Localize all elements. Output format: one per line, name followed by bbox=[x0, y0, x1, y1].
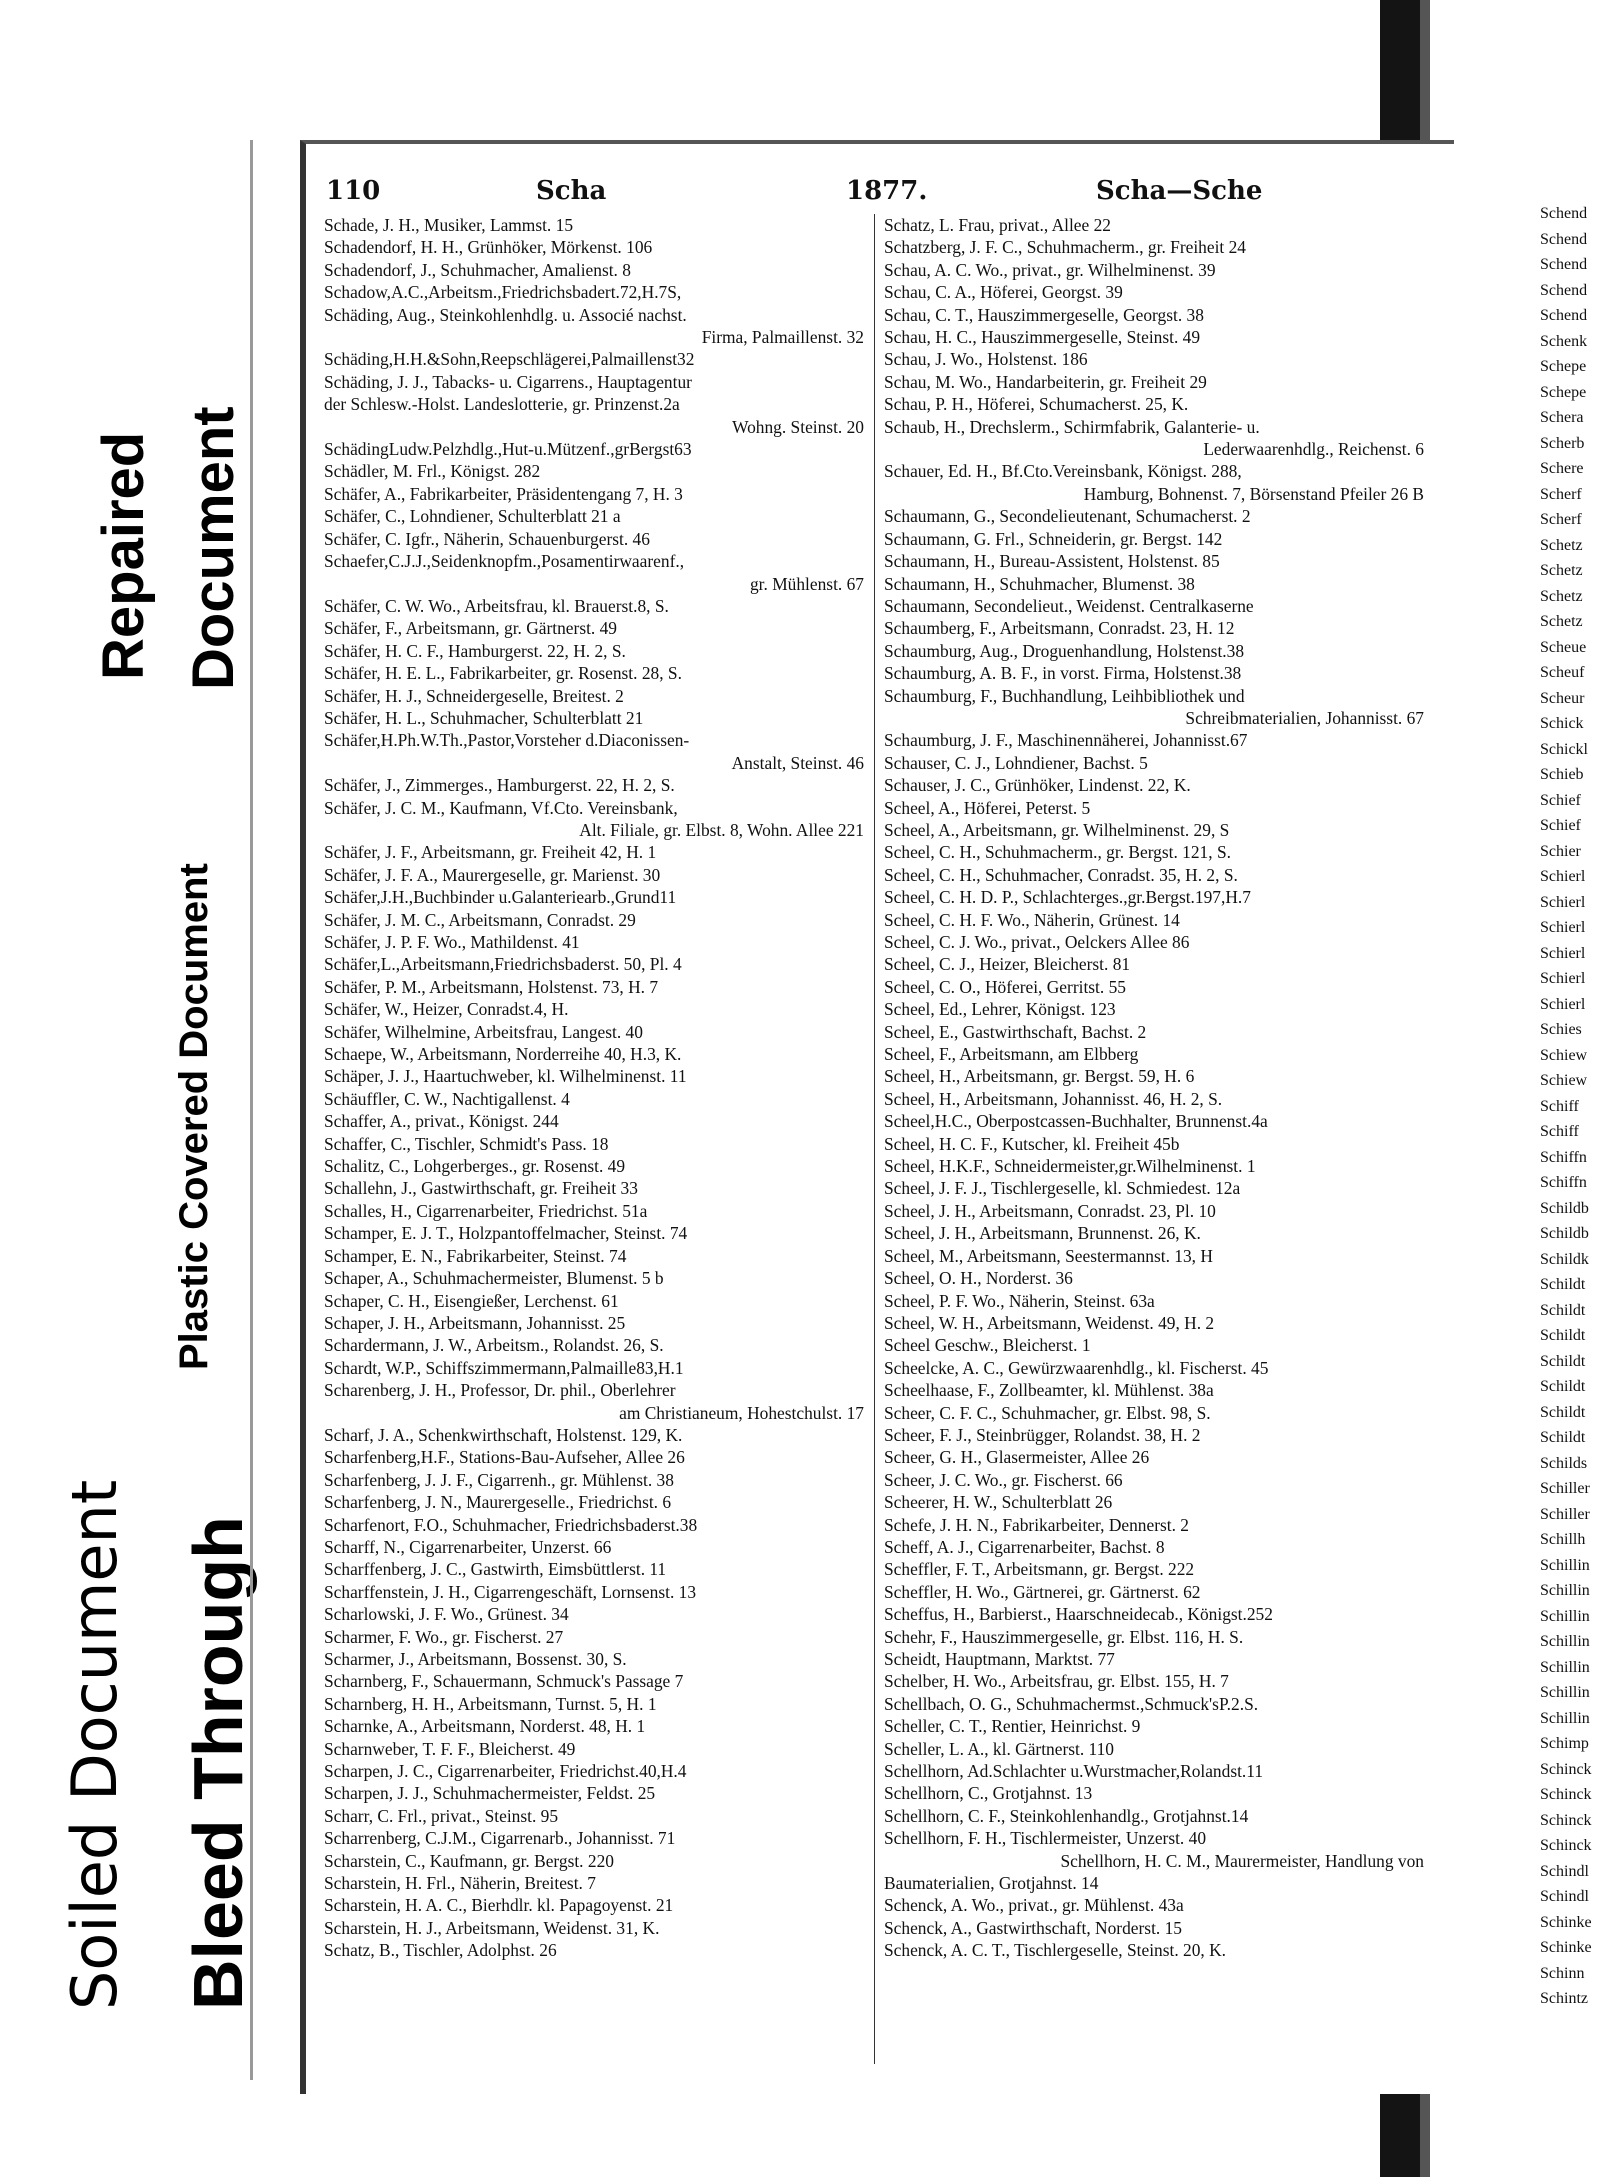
fragment-entry: Schiller bbox=[1540, 1480, 1590, 1497]
directory-entry: Schardt, W.P., Schiffszimmermann,Palmaille83,H.1 bbox=[324, 1357, 684, 1378]
right-column bbox=[884, 214, 1424, 1962]
fragment-entry: Schildt bbox=[1540, 1429, 1586, 1446]
directory-entry: Schaumburg, Aug., Droguenhandlung, Holstenst.38 bbox=[884, 640, 1245, 661]
left-column bbox=[324, 214, 864, 1962]
directory-entry: Schäfer, W., Heizer, Conradst.4, H. bbox=[324, 999, 569, 1020]
directory-entry: Schäfer, H. E. L., Fabrikarbeiter, gr. Rosenst. 28, S. bbox=[324, 663, 682, 684]
directory-entry: Scharff, N., Cigarrenarbeiter, Unzerst. 66 bbox=[324, 1536, 612, 1557]
directory-entry: Schäfer, F., Arbeitsmann, gr. Gärtnerst. 49 bbox=[324, 618, 618, 639]
directory-entry: Schadow,A.C.,Arbeitsm.,Friedrichsbadert.72,H.7S, bbox=[324, 282, 682, 303]
directory-entry: Scheer, J. C. Wo., gr. Fischerst. 66 bbox=[884, 1469, 1123, 1490]
fragment-entry: Schieb bbox=[1540, 766, 1584, 783]
fragment-entry: Schere bbox=[1540, 460, 1584, 477]
directory-entry: Schallehn, J., Gastwirthschaft, gr. Freiheit 33 bbox=[324, 1178, 638, 1199]
header-right-keyword: Scha—Sche bbox=[1096, 176, 1263, 206]
directory-entry: Scheel, C. O., Höferei, Gerritst. 55 bbox=[884, 976, 1126, 997]
directory-entry: Schau, M. Wo., Handarbeiterin, gr. Freiheit 29 bbox=[884, 371, 1207, 392]
directory-entry: Scheel,H.C., Oberpostcassen-Buchhalter, Brunnenst.4a bbox=[884, 1111, 1268, 1132]
directory-entry: Schaumann, Secondelieut., Weidenst. Centralkaserne bbox=[884, 595, 1254, 616]
fragment-entry: Schinke bbox=[1540, 1939, 1592, 1956]
directory-entry: Schaumburg, J. F., Maschinennäherei, Johannisst.67 bbox=[884, 730, 1248, 751]
directory-entry: Schenck, A., Gastwirthschaft, Norderst. 15 bbox=[884, 1917, 1182, 1938]
directory-entry: Scheffler, F. T., Arbeitsmann, gr. Bergst. 222 bbox=[884, 1559, 1195, 1580]
directory-entry: Scheffus, H., Barbierst., Haarschneidecab., Königst.252 bbox=[884, 1604, 1273, 1625]
directory-entry: Scheel, H., Arbeitsmann, Johannisst. 46, H. 2, S. bbox=[884, 1088, 1223, 1109]
directory-entry: Scharstein, H. J., Arbeitsmann, Weidenst. 31, K. bbox=[324, 1917, 660, 1938]
fragment-entry: Schiff bbox=[1540, 1123, 1579, 1140]
fragment-entry: Schies bbox=[1540, 1021, 1582, 1038]
directory-entry: Schreibmaterialien, Johannisst. 67 bbox=[1185, 707, 1424, 728]
directory-entry: Scheel, A., Höferei, Peterst. 5 bbox=[884, 797, 1091, 818]
directory-entry: Schaumburg, A. B. F., in vorst. Firma, Holstenst.38 bbox=[884, 663, 1242, 684]
directory-entry: Hamburg, Bohnenst. 7, Börsenstand Pfeiler 26 B bbox=[1083, 483, 1424, 504]
fragment-entry: Schickl bbox=[1540, 740, 1588, 758]
directory-entry: Scheller, C. T., Rentier, Heinrichst. 9 bbox=[884, 1716, 1141, 1737]
fragment-entry: Schildk bbox=[1540, 1250, 1589, 1268]
stamp-soiled: Soiled Document bbox=[58, 1479, 131, 2010]
directory-entry: Scharfenberg, J. N., Maurergeselle., Friedrichst. 6 bbox=[324, 1492, 672, 1513]
directory-entry: Scheer, F. J., Steinbrügger, Rolandst. 38, H. 2 bbox=[884, 1424, 1201, 1445]
directory-entry: Schau, C. T., Hauszimmergeselle, Georgst. 38 bbox=[884, 304, 1204, 325]
directory-entry: Schäfer, J. C. M., Kaufmann, Vf.Cto. Vereinsbank, bbox=[324, 797, 678, 818]
directory-entry: Schäfer, Wilhelmine, Arbeitsfrau, Langest. 40 bbox=[324, 1021, 643, 1042]
fragment-entry: Schiffn bbox=[1540, 1174, 1587, 1191]
directory-entry: Schellhorn, F. H., Tischlermeister, Unzerst. 40 bbox=[884, 1828, 1207, 1849]
fragment-entry: Scherf bbox=[1540, 485, 1582, 503]
directory-entry: Scharfenberg,H.F., Stations-Bau-Aufseher, Allee 26 bbox=[324, 1447, 685, 1468]
fragment-entry: Schildb bbox=[1540, 1225, 1589, 1242]
fragment-entry: Schildt bbox=[1540, 1352, 1586, 1370]
fragment-entry: Schillin bbox=[1540, 1658, 1590, 1676]
directory-entry: Scheelcke, A. C., Gewürzwaarenhdlg., kl. Fischerst. 45 bbox=[884, 1357, 1269, 1378]
directory-entry: Schaepe, W., Arbeitsmann, Norderreihe 40, H.3, K. bbox=[324, 1044, 682, 1065]
directory-entry: Scheel, H. C. F., Kutscher, kl. Freiheit 45b bbox=[884, 1133, 1180, 1154]
directory-page bbox=[300, 140, 1454, 2094]
directory-entry: Schatz, L. Frau, privat., Allee 22 bbox=[884, 215, 1111, 235]
fragment-entry: Scheue bbox=[1540, 638, 1587, 656]
fragment-entry: Schinke bbox=[1540, 1913, 1592, 1931]
directory-entry: Anstalt, Steinst. 46 bbox=[731, 752, 864, 773]
directory-entry: Schaumann, G., Secondelieutenant, Schumacherst. 2 bbox=[884, 506, 1251, 527]
directory-entry: Schauser, C. J., Lohndiener, Bachst. 5 bbox=[884, 752, 1148, 773]
fragment-entry: Schintz bbox=[1540, 1990, 1588, 2007]
directory-entry: SchädingLudw.Pelzhdlg.,Hut-u.Mützenf.,grBergst63 bbox=[324, 439, 692, 460]
fragment-entry: Schildb bbox=[1540, 1199, 1589, 1217]
directory-entry: Scheelhaase, F., Zollbeamter, kl. Mühlenst. 38a bbox=[884, 1380, 1214, 1401]
directory-entry: Scheel, F., Arbeitsmann, am Elbberg bbox=[884, 1044, 1139, 1065]
fragment-entry: Schetz bbox=[1540, 536, 1583, 554]
fragment-entry: Schetz bbox=[1540, 587, 1583, 605]
fragment-entry: Schinck bbox=[1540, 1760, 1592, 1778]
directory-entry: Scheel, W. H., Arbeitsmann, Weidenst. 49, H. 2 bbox=[884, 1312, 1215, 1333]
directory-entry: Schadendorf, H. H., Grünhöker, Mörkenst. 106 bbox=[324, 237, 653, 258]
directory-entry: Schäfer, J. F., Arbeitsmann, gr. Freiheit 42, H. 1 bbox=[324, 842, 657, 863]
directory-entry: Schaumann, G. Frl., Schneiderin, gr. Bergst. 142 bbox=[884, 528, 1223, 549]
directory-entry: Schaper, A., Schuhmachermeister, Blumenst. 5 b bbox=[324, 1268, 664, 1289]
directory-entry: Scheidt, Hauptmann, Marktst. 77 bbox=[884, 1649, 1115, 1669]
fragment-entry: Schepe bbox=[1540, 358, 1587, 375]
fragment-entry: Schinck bbox=[1540, 1837, 1592, 1854]
directory-entry: Schaub, H., Drechslerm., Schirmfabrik, Galanterie- u. bbox=[884, 416, 1260, 437]
directory-entry: Schaumann, H., Schuhmacher, Blumenst. 38 bbox=[884, 573, 1195, 594]
directory-entry: Schefe, J. H. N., Fabrikarbeiter, Dennerst. 2 bbox=[884, 1514, 1189, 1535]
fragment-entry: Schindl bbox=[1540, 1862, 1589, 1880]
directory-entry: Schellhorn, Ad.Schlachter u.Wurstmacher,Rolandst.11 bbox=[884, 1761, 1264, 1782]
directory-entry: Schäper, J. J., Haartuchweber, kl. Wilhelminenst. 11 bbox=[324, 1066, 687, 1087]
directory-entry: Schäfer, H. C. F., Hamburgerst. 22, H. 2, S. bbox=[324, 640, 626, 661]
directory-entry: Scharpen, J. C., Cigarrenarbeiter, Friedrichst.40,H.4 bbox=[324, 1761, 687, 1782]
directory-entry: Scharfenort, F.O., Schuhmacher, Friedrichsbaderst.38 bbox=[324, 1514, 698, 1535]
fragment-entry: Schillin bbox=[1540, 1556, 1590, 1574]
directory-entry: Scheel, A., Arbeitsmann, gr. Wilhelminenst. 29, S bbox=[884, 819, 1230, 840]
directory-entry: Schäuffler, C. W., Nachtigallenst. 4 bbox=[324, 1088, 570, 1109]
fragment-entry: Schera bbox=[1540, 409, 1584, 426]
fragment-entry: Schiew bbox=[1540, 1072, 1588, 1089]
page-year: 1877. bbox=[846, 176, 928, 206]
stamp-document: Document bbox=[181, 406, 246, 690]
directory-entry: Scharnberg, F., Schauermann, Schmuck's Passage 7 bbox=[324, 1671, 684, 1692]
directory-entry: Schauser, J. C., Grünhöker, Lindenst. 22, K. bbox=[884, 775, 1191, 796]
stamp-bleed-through: Bleed Through bbox=[179, 1516, 257, 2010]
fragment-entry: Schetz bbox=[1540, 562, 1583, 579]
fragment-entry: Schillin bbox=[1540, 1709, 1590, 1727]
directory-entry: Scheff, A. J., Cigarrenarbeiter, Bachst. 8 bbox=[884, 1536, 1165, 1557]
directory-entry: Schäfer, J. F. A., Maurergeselle, gr. Marienst. 30 bbox=[324, 864, 661, 885]
directory-entry: Schau, P. H., Höferei, Schumacherst. 25, K. bbox=[884, 394, 1189, 415]
directory-entry: Scheel, E., Gastwirthschaft, Bachst. 2 bbox=[884, 1021, 1147, 1042]
fragment-entry: Scherb bbox=[1540, 434, 1585, 452]
directory-entry: Schäfer, H. J., Schneidergeselle, Breitest. 2 bbox=[324, 685, 624, 706]
fragment-entry: Schildt bbox=[1540, 1301, 1586, 1319]
directory-entry: Schäfer,H.Ph.W.Th.,Pastor,Vorsteher d.Diaconissen- bbox=[324, 730, 690, 751]
directory-entry: Scharstein, C., Kaufmann, gr. Bergst. 220 bbox=[324, 1850, 614, 1871]
directory-entry: Schardermann, J. W., Arbeitsm., Rolandst. 26, S. bbox=[324, 1335, 664, 1356]
directory-entry: Schäding, J. J., Tabacks- u. Cigarrens., Hauptagentur bbox=[324, 371, 692, 392]
directory-entry: Lederwaarenhdlg., Reichenst. 6 bbox=[1203, 439, 1424, 460]
directory-entry: Firma, Palmaillenst. 32 bbox=[701, 327, 864, 348]
fragment-entry: Schillin bbox=[1540, 1582, 1590, 1599]
directory-entry: Schäfer,J.H.,Buchbinder u.Galanteriearb.,Grund11 bbox=[324, 887, 677, 908]
directory-entry: Scharnke, A., Arbeitsmann, Norderst. 48, H. 1 bbox=[324, 1716, 646, 1737]
directory-entry: Schadendorf, J., Schuhmacher, Amalienst. 8 bbox=[324, 259, 631, 280]
directory-entry: Scheel Geschw., Bleicherst. 1 bbox=[884, 1335, 1091, 1356]
fragment-entry: Schick bbox=[1540, 715, 1584, 732]
directory-entry: Scharstein, H. Frl., Näherin, Breitest. 7 bbox=[324, 1873, 596, 1894]
fragment-entry: Schiffn bbox=[1540, 1148, 1587, 1166]
fragment-entry: Schillin bbox=[1540, 1607, 1590, 1625]
directory-entry: Schellbach, O. G., Schuhmachermst.,Schmuck'sP.2.S. bbox=[884, 1693, 1259, 1714]
directory-entry: Scheerer, H. W., Schulterblatt 26 bbox=[884, 1492, 1113, 1513]
directory-entry: Scharrenberg, C.J.M., Cigarrenarb., Johannisst. 71 bbox=[324, 1828, 676, 1849]
fragment-entry: Schief bbox=[1540, 817, 1581, 834]
fragment-entry: Schend bbox=[1540, 256, 1588, 273]
fragment-entry: Schierl bbox=[1540, 970, 1586, 987]
fragment-entry: Schierl bbox=[1540, 868, 1586, 885]
directory-entry: Scheer, G. H., Glasermeister, Allee 26 bbox=[884, 1447, 1150, 1468]
fragment-entry: Schilds bbox=[1540, 1454, 1588, 1472]
directory-entry: Schäding,H.H.&Sohn,Reepschlägerei,Palmaillenst32 bbox=[324, 349, 695, 370]
stamp-repaired: Repaired bbox=[91, 431, 156, 680]
directory-entry: Schamper, E. N., Fabrikarbeiter, Steinst. 74 bbox=[324, 1245, 627, 1266]
fragment-entry: Schend bbox=[1540, 281, 1588, 299]
fragment-entry: Scheuf bbox=[1540, 664, 1585, 681]
directory-entry: der Schlesw.-Holst. Landeslotterie, gr. Prinzenst.2a bbox=[324, 394, 680, 415]
fragment-entry: Schierl bbox=[1540, 893, 1586, 911]
directory-entry: Scharpen, J. J., Schuhmachermeister, Feldst. 25 bbox=[324, 1783, 656, 1804]
fragment-entry: Schillin bbox=[1540, 1633, 1590, 1650]
directory-entry: Scheel, Ed., Lehrer, Königst. 123 bbox=[884, 999, 1116, 1020]
directory-entry: Scharf, J. A., Schenkwirthschaft, Holstenst. 129, K. bbox=[324, 1424, 683, 1445]
directory-entry: Scheller, L. A., kl. Gärtnerst. 110 bbox=[884, 1738, 1115, 1759]
directory-entry: Schaper, C. H., Eisengießer, Lerchenst. 61 bbox=[324, 1290, 619, 1311]
directory-entry: Scharffenberg, J. C., Gastwirth, Eimsbüttlerst. 11 bbox=[324, 1559, 667, 1580]
directory-entry: Scheel, C. J. Wo., privat., Oelckers Allee 86 bbox=[884, 932, 1190, 952]
directory-entry: Schäfer, C. Igfr., Näherin, Schauenburgerst. 46 bbox=[324, 528, 650, 549]
directory-entry: am Christianeum, Hohestchulst. 17 bbox=[619, 1402, 864, 1423]
stamp-plastic-covered: Plastic Covered Document bbox=[172, 863, 216, 1370]
stamp-area bbox=[0, 0, 290, 2177]
directory-entry: Scharnberg, H. H., Arbeitsmann, Turnst. 5, H. 1 bbox=[324, 1693, 657, 1714]
fragment-entry: Schildt bbox=[1540, 1276, 1586, 1293]
directory-entry: Schäfer, J., Zimmerges., Hamburgerst. 22, H. 2, S. bbox=[324, 775, 675, 796]
directory-entry: Schaumburg, F., Buchhandlung, Leihbibliothek und bbox=[884, 685, 1245, 706]
header-left-keyword: Scha bbox=[536, 176, 607, 206]
page-number: 110 bbox=[326, 176, 381, 206]
directory-entry: Schaffer, A., privat., Königst. 244 bbox=[324, 1111, 559, 1132]
fragment-entry: Schierl bbox=[1540, 995, 1586, 1013]
directory-entry: Schau, C. A., Höferei, Georgst. 39 bbox=[884, 282, 1123, 303]
directory-entry: Scheel, J. F. J., Tischlergeselle, kl. Schmiedest. 12a bbox=[884, 1178, 1241, 1199]
directory-entry: Schalitz, C., Lohgerberges., gr. Rosenst. 49 bbox=[324, 1156, 626, 1177]
directory-entry: Schäfer, C., Lohndiener, Schulterblatt 21 a bbox=[324, 506, 621, 527]
fragment-entry: Schildt bbox=[1540, 1327, 1586, 1344]
fragment-entry: Schillin bbox=[1540, 1684, 1590, 1701]
fragment-entry: Schief bbox=[1540, 791, 1581, 809]
directory-entry: Scheel, O. H., Norderst. 36 bbox=[884, 1268, 1073, 1289]
directory-entry: Schaffer, C., Tischler, Schmidt's Pass. 18 bbox=[324, 1133, 609, 1154]
fragment-entry: Schiff bbox=[1540, 1097, 1579, 1115]
directory-entry: Schäfer, A., Fabrikarbeiter, Präsidentengang 7, H. 3 bbox=[324, 483, 683, 504]
fragment-entry: Schildt bbox=[1540, 1403, 1586, 1421]
directory-entry: gr. Mühlenst. 67 bbox=[749, 573, 864, 594]
directory-entry: Alt. Filiale, gr. Elbst. 8, Wohn. Allee 221 bbox=[579, 819, 864, 840]
directory-entry: Wohng. Steinst. 20 bbox=[732, 416, 864, 437]
directory-entry: Scheel, P. F. Wo., Näherin, Steinst. 63a bbox=[884, 1290, 1155, 1311]
directory-entry: Schäfer, J. P. F. Wo., Mathildenst. 41 bbox=[324, 932, 580, 952]
directory-entry: Scheer, C. F. C., Schuhmacher, gr. Elbst. 98, S. bbox=[884, 1402, 1211, 1423]
directory-entry: Schatz, B., Tischler, Adolphst. 26 bbox=[324, 1940, 557, 1961]
directory-entry: Schellhorn, C. F., Steinkohlenhandlg., Grotjahnst.14 bbox=[884, 1805, 1249, 1826]
directory-entry: Schädler, M. Frl., Königst. 282 bbox=[324, 461, 541, 482]
directory-entry: Scharstein, H. A. C., Bierhdlr. kl. Papagoyenst. 21 bbox=[324, 1895, 674, 1916]
directory-entry: Scheel, C. H. F. Wo., Näherin, Grünest. 14 bbox=[884, 909, 1180, 930]
directory-entry: Scharfenberg, J. J. F., Cigarrenh., gr. Mühlenst. 38 bbox=[324, 1469, 674, 1490]
directory-entry: Schäfer, H. L., Schuhmacher, Schulterblatt 21 bbox=[324, 707, 644, 728]
directory-entry: Scheel, H., Arbeitsmann, gr. Bergst. 59, H. 6 bbox=[884, 1066, 1195, 1087]
directory-entry: Baumaterialien, Grotjahnst. 14 bbox=[884, 1873, 1099, 1894]
fragment-entry: Schinck bbox=[1540, 1811, 1592, 1829]
fragment-entry: Schimp bbox=[1540, 1735, 1589, 1752]
fragment-entry: Schierl bbox=[1540, 919, 1586, 936]
directory-entry: Schäfer,L.,Arbeitsmann,Friedrichsbaderst. 50, Pl. 4 bbox=[324, 954, 682, 975]
fragment-entry: Scheur bbox=[1540, 689, 1585, 707]
directory-entry: Schehr, F., Hauszimmergeselle, gr. Elbst. 116, H. S. bbox=[884, 1626, 1244, 1647]
directory-entry: Schäfer, C. W. Wo., Arbeitsfrau, kl. Brauerst.8, S. bbox=[324, 595, 669, 616]
fragment-entry: Schend bbox=[1540, 307, 1588, 324]
fragment-entry: Schend bbox=[1540, 205, 1588, 222]
fragment-entry: Schillh bbox=[1540, 1531, 1586, 1548]
directory-entry: Schenck, A. Wo., privat., gr. Mühlenst. 43a bbox=[884, 1895, 1184, 1916]
directory-entry: Scheffler, H. Wo., Gärtnerei, gr. Gärtnerst. 62 bbox=[884, 1581, 1201, 1602]
directory-entry: Schäfer, J. M. C., Arbeitsmann, Conradst. 29 bbox=[324, 909, 636, 930]
fragment-entry: Schier bbox=[1540, 842, 1581, 860]
directory-entry: Schalles, H., Cigarrenarbeiter, Friedrichst. 51a bbox=[324, 1200, 648, 1221]
directory-entry: Scheel, C. H. D. P., Schlachterges.,gr.Bergst.197,H.7 bbox=[884, 887, 1251, 908]
page-header bbox=[326, 176, 1426, 210]
directory-entry: Scheel, J. H., Arbeitsmann, Conradst. 23, Pl. 10 bbox=[884, 1200, 1216, 1221]
directory-entry: Scharffenstein, J. H., Cigarrengeschäft, Lornsenst. 13 bbox=[324, 1581, 697, 1602]
fragment-entry: Scherf bbox=[1540, 511, 1582, 528]
directory-entry: Schäding, Aug., Steinkohlenhdlg. u. Associé nachst. bbox=[324, 304, 687, 325]
fragment-entry: Schend bbox=[1540, 230, 1588, 248]
stamp-divider bbox=[250, 140, 253, 2080]
fragment-entry: Schinck bbox=[1540, 1786, 1592, 1803]
directory-entry: Scheel, J. H., Arbeitsmann, Brunnenst. 26, K. bbox=[884, 1223, 1201, 1244]
directory-entry: Schaper, J. H., Arbeitsmann, Johannisst. 25 bbox=[324, 1312, 626, 1333]
directory-entry: Schaumberg, F., Arbeitsmann, Conradst. 23, H. 12 bbox=[884, 618, 1235, 639]
directory-entry: Schenck, A. C. T., Tischlergeselle, Steinst. 20, K. bbox=[884, 1940, 1227, 1961]
directory-entry: Schelber, H. Wo., Arbeitsfrau, gr. Elbst. 155, H. 7 bbox=[884, 1671, 1229, 1692]
directory-entry: Scharmer, F. Wo., gr. Fischerst. 27 bbox=[324, 1626, 564, 1647]
directory-entry: Scharenberg, J. H., Professor, Dr. phil., Oberlehrer bbox=[324, 1380, 676, 1401]
directory-entry: Schau, H. C., Hauszimmergeselle, Steinst. 49 bbox=[884, 327, 1201, 348]
directory-entry: Schade, J. H., Musiker, Lammst. 15 bbox=[324, 215, 574, 235]
directory-entry: Scharmer, J., Arbeitsmann, Bossenst. 30, S. bbox=[324, 1649, 627, 1669]
directory-entry: Schamper, E. J. T., Holzpantoffelmacher, Steinst. 74 bbox=[324, 1223, 688, 1244]
directory-entry: Scharnweber, T. F. F., Bleicherst. 49 bbox=[324, 1738, 576, 1759]
fragment-entry: Schenk bbox=[1540, 332, 1588, 350]
directory-entry: Scheel, C. H., Schuhmacher, Conradst. 35, H. 2, S. bbox=[884, 864, 1238, 885]
fragment-entry: Schiller bbox=[1540, 1505, 1590, 1523]
directory-entry: Schau, A. C. Wo., privat., gr. Wilhelminenst. 39 bbox=[884, 259, 1216, 280]
directory-entry: Schatzberg, J. F. C., Schuhmacherm., gr. Freiheit 24 bbox=[884, 237, 1246, 258]
directory-entry: Schellhorn, H. C. M., Maurermeister, Handlung von bbox=[1060, 1850, 1424, 1871]
directory-entry: Schau, J. Wo., Holstenst. 186 bbox=[884, 349, 1088, 370]
fragment-entry: Schinn bbox=[1540, 1964, 1585, 1982]
directory-entry: Scheel, H.K.F., Schneidermeister,gr.Wilhelminenst. 1 bbox=[884, 1156, 1256, 1177]
directory-entry: Schauer, Ed. H., Bf.Cto.Vereinsbank, Königst. 288, bbox=[884, 461, 1242, 482]
directory-entry: Scheel, M., Arbeitsmann, Seestermannst. 13, H bbox=[884, 1245, 1213, 1266]
fragment-entry: Schindl bbox=[1540, 1888, 1589, 1905]
directory-entry: Scharlowski, J. F. Wo., Grünest. 34 bbox=[324, 1604, 569, 1625]
fragment-entry: Schepe bbox=[1540, 383, 1587, 401]
directory-entry: Schaefer,C.J.J.,Seidenknopfm.,Posamentirwaarenf., bbox=[324, 551, 685, 572]
directory-entry: Scheel, C. H., Schuhmacherm., gr. Bergst. 121, S. bbox=[884, 842, 1231, 863]
fragment-entry: Schierl bbox=[1540, 944, 1586, 962]
fragment-entry: Schetz bbox=[1540, 613, 1583, 630]
directory-entry: Scharr, C. Frl., privat., Steinst. 95 bbox=[324, 1805, 559, 1826]
column-divider bbox=[874, 214, 875, 2064]
directory-entry: Scheel, C. J., Heizer, Bleicherst. 81 bbox=[884, 954, 1131, 975]
fragment-entry: Schildt bbox=[1540, 1378, 1586, 1395]
directory-entry: Schäfer, P. M., Arbeitsmann, Holstenst. 73, H. 7 bbox=[324, 976, 659, 997]
directory-entry: Schaumann, H., Bureau-Assistent, Holstenst. 85 bbox=[884, 551, 1220, 572]
directory-entry: Schellhorn, C., Grotjahnst. 13 bbox=[884, 1783, 1093, 1804]
fragment-entry: Schiew bbox=[1540, 1046, 1588, 1064]
